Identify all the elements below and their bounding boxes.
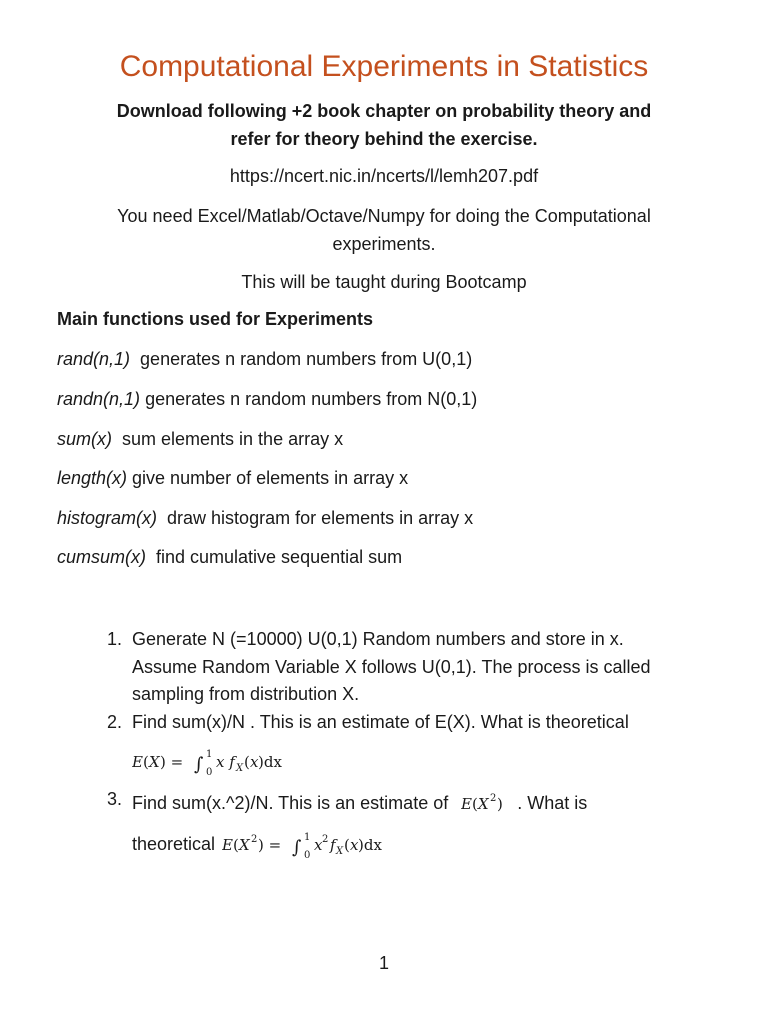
svg-text:E: E [132,752,143,771]
svg-text:) =: ) = [258,836,282,854]
svg-text:) =: ) = [160,752,184,771]
svg-text:)dx: )dx [258,752,282,771]
svg-text:E: E [461,795,473,813]
tools-note [0,202,768,258]
function-name: length(x) [57,468,128,488]
item-1-line-3: sampling from distribution X. [132,684,360,704]
item-3-line-1 [132,786,732,824]
svg-text:f: f [330,836,336,854]
function-name: cumsum(x) [57,547,146,567]
tools-line-2: experiments. [332,234,436,254]
subtitle [0,97,768,153]
item-3-theoretical: theoretical [132,834,216,854]
svg-text:0: 0 [206,766,213,777]
svg-text:2: 2 [251,834,258,845]
item-3-text: Find sum(x.^2)/N. This is an estimate of [132,793,449,813]
svg-text:E: E [222,836,234,854]
svg-text:)dx: )dx [358,836,382,854]
list-number: 3. [107,789,123,809]
function-name: randn(n,1) [57,389,141,409]
svg-text:x: x [250,752,259,771]
function-desc: find cumulative sequential sum [146,547,403,567]
item-1-line-2: Assume Random Variable X follows U(0,1). The process is called [132,656,651,677]
svg-text:2: 2 [490,793,497,804]
svg-text:X: X [239,836,250,854]
svg-text:∫: ∫ [194,753,204,775]
svg-text:X: X [478,795,489,813]
list-number: 1. [107,629,123,649]
svg-text:(: ( [233,836,239,854]
item-2-line-1: Find sum(x)/N . This is an estimate of E(X). What is theoretical [132,712,629,732]
formula-expectation-x [132,745,732,786]
subtitle-line-2: refer for theory behind the exercise. [230,129,538,149]
function-rand [57,349,472,370]
function-length [57,468,408,489]
formula-expectation-x2 [222,828,412,860]
function-cumsum [57,547,402,568]
function-sum [57,429,343,450]
function-name: sum(x) [57,429,112,449]
svg-text:(: ( [344,836,350,854]
svg-text:): ) [497,795,504,813]
svg-text:X: X [336,846,344,857]
function-desc: generates n random numbers from U(0,1) [130,349,473,369]
svg-text:x: x [314,836,323,854]
svg-text:X: X [149,752,160,771]
svg-text:x f: x f [216,752,235,771]
function-desc: give number of elements in array x [127,468,409,488]
function-desc: sum elements in the array x [112,429,344,449]
function-name: rand(n,1) [57,349,131,369]
list-item-2 [107,709,747,779]
function-desc: draw histogram for elements in array x [157,508,474,528]
function-desc: generates n random numbers from N(0,1) [140,389,478,409]
function-name: histogram(x) [57,508,158,528]
svg-text:1: 1 [206,748,213,760]
function-histogram [57,508,473,529]
functions-heading: Main functions used for Experiments [57,309,374,329]
list-number: 2. [107,712,123,732]
page-title: Computational Experiments in Statistics [119,50,649,83]
formula-ex-svg [132,745,312,777]
svg-text:(: ( [244,752,250,771]
subtitle-line-1: Download following +2 book chapter on probability theory and [116,101,652,121]
svg-text:0: 0 [304,850,311,860]
svg-text:x: x [350,836,359,854]
formula-ex2-inline [461,792,517,814]
list-item-1 [107,626,747,710]
item-3-text-end: . What is [517,793,588,813]
list-item-3 [107,786,747,866]
svg-text:1: 1 [304,832,311,843]
page-number: 1 [378,953,389,973]
svg-text:(: ( [143,752,149,771]
tools-line-1: You need Excel/Matlab/Octave/Numpy for doing the Computational [117,206,651,226]
svg-text:∫: ∫ [292,837,302,858]
svg-text:(: ( [472,795,479,813]
item-1-line-1: Generate N (=10000) U(0,1) Random numbers and store in x. [132,629,624,649]
function-randn [57,389,477,410]
chapter-url[interactable]: https://ncert.nic.in/ncerts/l/lemh207.pdf [229,166,539,186]
item-3-line-2 [132,828,732,860]
svg-text:2: 2 [322,834,329,845]
svg-text:X: X [236,762,244,774]
bootcamp-note: This will be taught during Bootcamp [241,272,527,292]
